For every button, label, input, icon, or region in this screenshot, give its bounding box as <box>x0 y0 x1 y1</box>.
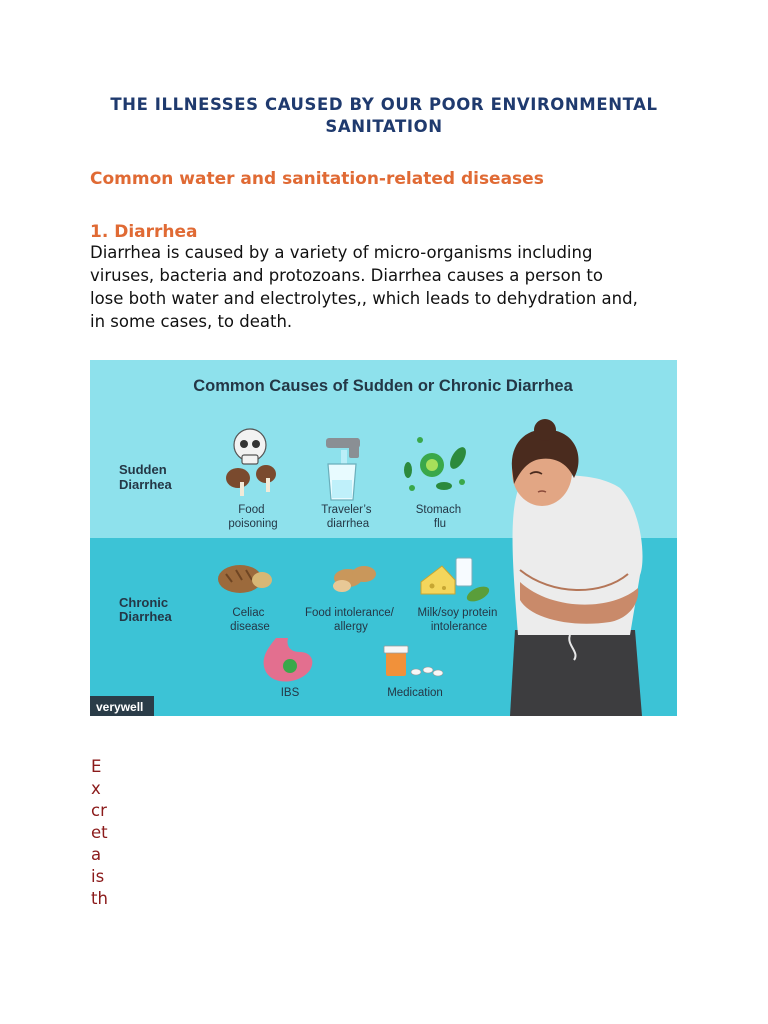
paragraph-line: viruses, bacteria and protozoans. Diarrhea causes a person to <box>90 266 603 285</box>
brand-logo-text: verywell <box>96 700 144 714</box>
cause-label-food-intolerance: Food intolerance/ allergy <box>304 607 394 633</box>
cause-label-medication: Medication <box>387 687 443 699</box>
truncated-text-fragment: th <box>91 889 108 908</box>
cause-label-celiac: Celiac disease <box>230 607 270 633</box>
truncated-text-fragment: cr <box>91 801 107 820</box>
truncated-text-fragment: x <box>91 779 101 798</box>
paragraph-line: lose both water and electrolytes,, which leads to dehydration and, <box>90 289 638 308</box>
title-line-2: SANITATION <box>325 117 443 136</box>
truncated-text-fragment: E <box>91 757 102 776</box>
sudden-label: Sudden Diarrhea <box>119 462 172 492</box>
cause-label-ibs: IBS <box>280 687 300 699</box>
infographic-title: Common Causes of Sudden or Chronic Diarrhea <box>193 377 573 395</box>
diarrhea-heading: 1. Diarrhea <box>90 222 198 242</box>
paragraph-line: Diarrhea is caused by a variety of micro-organisms including <box>90 243 593 262</box>
cause-label-food-poisoning: Food poisoning <box>228 504 278 530</box>
truncated-column-text <box>91 756 131 910</box>
section-subheading: Common water and sanitation-related diseases <box>90 169 544 189</box>
truncated-text-fragment: et <box>91 823 108 842</box>
diarrhea-paragraph <box>90 241 690 333</box>
truncated-text-fragment: a <box>91 845 102 864</box>
page-title <box>80 94 688 138</box>
cause-label-travelers-diarrhea: Traveler’s diarrhea <box>321 504 372 530</box>
truncated-text-fragment: is <box>91 867 105 886</box>
title-line-1: THE ILLNESSES CAUSED BY OUR POOR ENVIRONMENTAL <box>110 95 658 114</box>
cause-label-stomach-flu: Stomach flu <box>415 504 462 530</box>
paragraph-line: in some cases, to death. <box>90 312 293 331</box>
diarrhea-causes-infographic <box>90 360 677 716</box>
chronic-label: Chronic Diarrhea <box>119 595 172 624</box>
cause-label-milk-soy: Milk/soy protein intolerance <box>417 607 498 633</box>
